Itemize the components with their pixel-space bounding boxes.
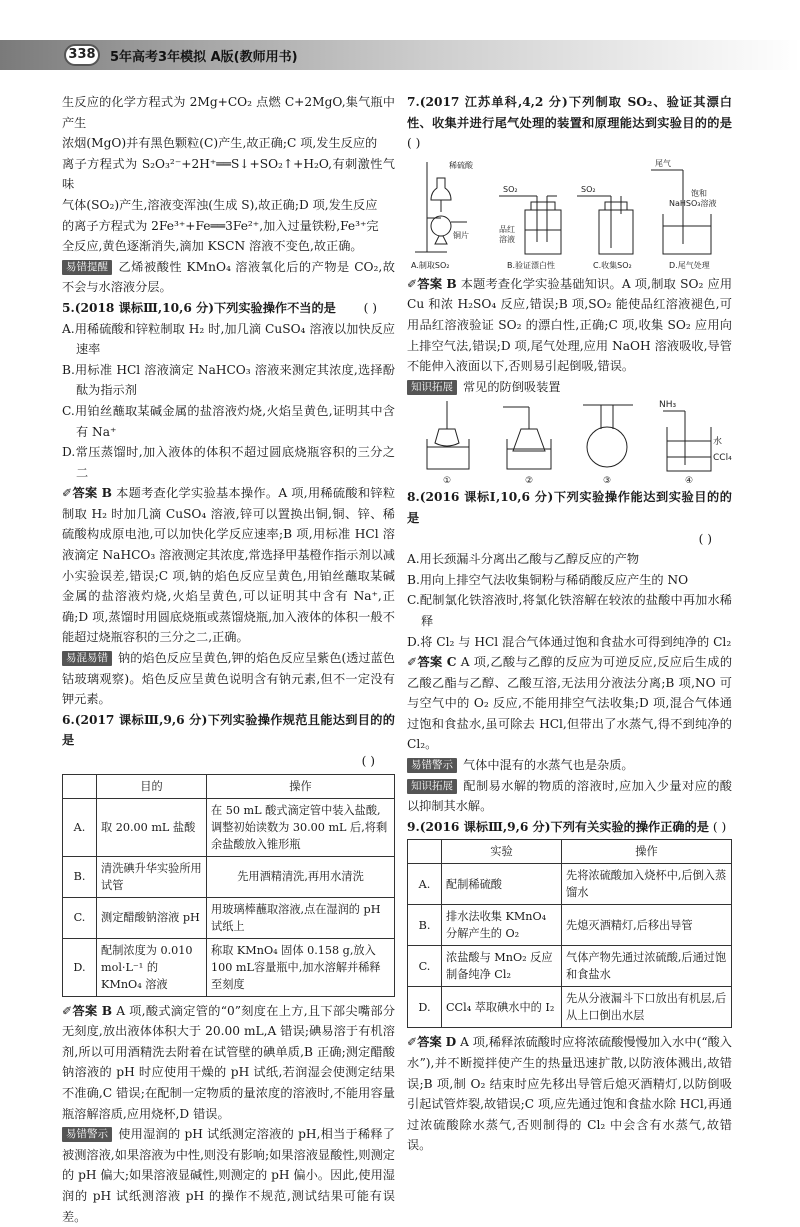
answer-text: 本题考查化学实验基础知识。A 项,制取 SO₂ 应用 Cu 和浓 H₂SO₄ 反应,错误;B 项,SO₂ 能使品红溶液褪色,可用品红溶液验证 SO₂ 的漂白性,正确;C 项,收集 SO₂ 应用向上排空气法,错误;D 项,尾气处理,应用 NaOH 溶液吸收,导管不能伸入液面以下,否则易引起倒吸,错误。: [407, 276, 733, 374]
option: B.用标准 HCl 溶液滴定 NaHCO₃ 溶液来测定其浓度,选择酚酞为指示剂: [62, 362, 395, 398]
q6-table: [62, 774, 395, 997]
q8-stem: 8.(2016 课标Ⅰ,10,6 分)下列实验操作能达到实验目的的是: [407, 490, 732, 525]
table-cell: C.: [408, 946, 442, 987]
table-cell: 气体产物先通过浓硫酸,后通过饱和食盐水: [562, 946, 732, 987]
answer-key: B: [101, 486, 112, 501]
table-cell: 取 20.00 mL 盐酸: [97, 798, 207, 856]
table-cell: A.: [63, 798, 97, 856]
table-header: 操作: [207, 774, 395, 798]
figure-label: 稀硫酸: [449, 160, 473, 170]
answer-key: C: [446, 655, 457, 670]
answer-label: 答案: [417, 1035, 442, 1050]
intro-line: 的离子方程式为 2Fe³⁺+Fe══3Fe²⁺,加入过量铁粉,Fe³⁺完: [62, 218, 379, 233]
q7-apparatus-figure: [407, 156, 732, 272]
table-cell: D.: [408, 987, 442, 1028]
table-cell: A.: [408, 864, 442, 905]
table-cell: C.: [63, 897, 97, 938]
option: D.常压蒸馏时,加入液体的体积不超过圆底烧瓶容积的三分之二: [62, 445, 395, 480]
tip-text: 气体中混有的水蒸气也是杂质。: [463, 758, 634, 773]
table-cell: 先从分液漏斗下口放出有机层,后从上口倒出水层: [562, 987, 732, 1028]
left-column: [62, 92, 395, 1227]
table-row: [408, 987, 732, 1028]
table-row: [63, 938, 395, 996]
table-row: [63, 897, 395, 938]
table-cell: 配制稀硫酸: [442, 864, 562, 905]
table-row: [408, 905, 732, 946]
option: C.配制氯化铁溶液时,将氯化铁溶解在较浓的盐酸中再加水稀释: [407, 593, 732, 628]
book-title: 5年高考3年模拟 A版(教师用书): [110, 50, 298, 65]
tip-text: 钠的焰色反应呈黄色,钾的焰色反应呈紫色(透过蓝色钴玻璃观察)。焰色反应呈黄色说明含有钠元素,但不一定没有钾元素。: [62, 651, 395, 707]
intro-line: 气体(SO₂)产生,溶液变浑浊(生成 S),故正确;D 项,发生反应: [62, 197, 378, 212]
option: A.用长颈漏斗分离出乙酸与乙醇反应的产物: [407, 552, 640, 567]
table-header: 实验: [442, 840, 562, 864]
figure-label: 水: [713, 437, 723, 448]
tip-tag: 知识拓展: [407, 380, 457, 395]
answer-icon: ✐: [407, 1035, 418, 1050]
table-row: [63, 856, 395, 897]
answer-text: A 项,乙酸与乙醇的反应为可逆反应,反应后生成的乙酸乙酯与乙醇、乙酸互溶,无法用分液法分离;B 项,NO 可与空气中的 O₂ 反应,不能用排空气法收集;D 项,混合气体通过饱和食盐水,虽可除去 HCl,但带出了水蒸气,得不到纯净的 Cl₂。: [407, 655, 733, 752]
q7-stem: 7.(2017 江苏单科,4,2 分)下列制取 SO₂、验证其漂白性、收集并进行尾气处理的装置和原理能达到实验目的的是: [407, 95, 732, 130]
figure-label: NaHSO₃溶液: [669, 198, 717, 208]
answer-icon: ✐: [62, 1003, 73, 1018]
figure-caption: ①: [443, 476, 452, 487]
figure-caption: ④: [685, 476, 694, 487]
q9-table: [407, 839, 732, 1028]
table-cell: B.: [63, 856, 97, 897]
figure-label: 铜片: [453, 230, 469, 240]
q6-stem: 6.(2017 课标Ⅲ,9,6 分)下列实验操作规范且能达到目的的是: [62, 712, 395, 748]
figure-caption: ③: [603, 476, 612, 487]
table-row: [408, 864, 732, 905]
table-cell: 称取 KMnO₄ 固体 0.158 g,放入 100 mL容量瓶中,加水溶解并稀释至刻度: [207, 938, 395, 996]
tip-tag: 易错提醒: [62, 260, 112, 275]
table-row: [408, 946, 732, 987]
answer-paren: ( ): [712, 819, 727, 834]
question-stem: [407, 487, 732, 528]
suckback-apparatus-4: [663, 411, 711, 471]
table-header: [63, 774, 97, 798]
figure-label: 溶液: [499, 234, 515, 244]
suckback-apparatus-2: [503, 407, 551, 469]
table-header: 操作: [562, 840, 732, 864]
table-cell: 浓盐酸与 MnO₂ 反应制备纯净 Cl₂: [442, 946, 562, 987]
tip-tag: 知识拓展: [407, 779, 457, 794]
q9-stem: 9.(2016 课标Ⅲ,9,6 分)下列有关实验的操作正确的是: [407, 819, 709, 834]
q5-stem: 5.(2018 课标Ⅲ,10,6 分)下列实验操作不当的是: [62, 300, 336, 315]
answer-text: A 项,稀释浓硫酸时应将浓硫酸慢慢加入水中(“酸入水”),并不断搅拌使产生的热量迅速扩散,以防液体溅出,故错误;B 项,制 O₂ 结束时应先移出导管后熄灭酒精灯,以防倒吸引起试管炸裂,故错误;C 项,应先通过饱和食盐水除 HCl,再通过浓硫酸除水蒸气,否则制得的 Cl₂ 中会含有水蒸气,故错误。: [407, 1035, 732, 1153]
table-cell: B.: [408, 905, 442, 946]
table-header-row: [408, 840, 732, 864]
answer-paragraph: [407, 1032, 732, 1156]
table-header: [408, 840, 442, 864]
answer-paren: ( ): [361, 754, 375, 768]
answer-icon: ✐: [407, 655, 418, 670]
option: A.用稀硫酸和锌粒制取 H₂ 时,加几滴 CuSO₄ 溶液以加快反应速率: [62, 321, 395, 357]
answer-label: 答案: [417, 276, 443, 291]
tip-paragraph: [62, 257, 395, 298]
question-stem: [407, 817, 732, 838]
option: D.将 Cl₂ 与 HCl 混合气体通过饱和食盐水可得到纯净的 Cl₂: [407, 634, 732, 649]
answer-key: B: [446, 276, 457, 291]
figure-label: 饱和: [691, 188, 707, 198]
answer-key: B: [101, 1003, 112, 1018]
table-cell: 先熄灭酒精灯,后移出导管: [562, 905, 732, 946]
figure-label: 品红: [499, 224, 515, 234]
answer-paragraph: [62, 483, 395, 648]
answer-key: D: [445, 1035, 457, 1050]
table-row: [63, 798, 395, 856]
figure-label: CCl₄: [713, 453, 732, 464]
table-cell: 用玻璃棒蘸取溶液,点在湿润的 pH 试纸上: [207, 897, 395, 938]
figure-label: SO₂: [503, 184, 518, 194]
figure-caption: ②: [525, 476, 534, 487]
tip-paragraph: [407, 776, 732, 817]
table-cell: 先用酒精清洗,再用水清洗: [207, 856, 395, 897]
figure-caption: A.制取SO₂: [411, 260, 450, 270]
tip-paragraph: [62, 648, 395, 710]
tip-paragraph: [62, 1124, 395, 1227]
intro-line: 离子方程式为 S₂O₃²⁻+2H⁺══S↓+SO₂↑+H₂O,有刺激性气味: [62, 156, 395, 192]
intro-line: 生反应的化学方程式为 2Mg+CO₂ 点燃 C+2MgO,集气瓶中产生: [62, 95, 395, 130]
answer-text: A 项,酸式滴定管的“0”刻度在上方,且下部尖嘴部分无刻度,放出液体体积大于 20.00 mL,A 错误;碘易溶于有机溶剂,所以可用酒精洗去附着在试管壁的碘单质,B 正确;测定醋酸钠溶液的 pH 时应使用干燥的 pH 试纸,若润湿会使测定结果不准确,C 错误;在配制一定物质的量浓度的溶液时,不能用容量瓶溶解溶质,应用烧杯,D 错误。: [62, 1003, 396, 1121]
tip-tag: 易错警示: [62, 1127, 112, 1142]
table-header: 目的: [97, 774, 207, 798]
answer-label: 答案: [72, 486, 98, 501]
page-header: [0, 0, 800, 92]
answer-paren: ( ): [363, 300, 377, 315]
answer-paren: ( ): [407, 136, 421, 151]
apparatus-d: [651, 170, 711, 254]
answer-paragraph: [62, 1001, 395, 1125]
table-cell: 排水法收集 KMnO₄ 分解产生的 O₂: [442, 905, 562, 946]
table-cell: CCl₄ 萃取碘水中的 I₂: [442, 987, 562, 1028]
answer-paren: ( ): [698, 531, 712, 546]
suckback-apparatus-3: [583, 405, 633, 467]
table-cell: D.: [63, 938, 97, 996]
table-cell: 清洗碘升华实验所用试管: [97, 856, 207, 897]
question-stem: [62, 298, 395, 319]
intro-line: 浓烟(MgO)并有黑色颗粒(C)产生,故正确;C 项,发生反应的: [62, 136, 378, 151]
apparatus-c: [577, 196, 633, 254]
figure-caption: C.收集SO₂: [593, 260, 632, 270]
table-cell: 在 50 mL 酸式滴定管中装入盐酸,调整初始读数为 30.00 mL 后,将剩余盐酸放入锥形瓶: [207, 798, 395, 856]
tip-text: 常见的防倒吸装置: [463, 379, 561, 394]
answer-icon: ✐: [62, 486, 73, 501]
answer-paragraph: [407, 652, 732, 755]
answer-label: 答案: [72, 1003, 98, 1018]
tip-text: 配制易水解的物质的溶液时,应加入少量对应的酸以抑制其水解。: [407, 778, 732, 814]
figure-label: SO₂: [581, 184, 596, 194]
tip-text: 乙烯被酸性 KMnO₄ 溶液氧化后的产物是 CO₂,故不会与水溶液分层。: [62, 259, 395, 295]
page-number: 338: [64, 44, 100, 66]
option: C.用铂丝蘸取某碱金属的盐溶液灼烧,火焰呈黄色,证明其中含有 Na⁺: [62, 403, 395, 439]
table-cell: 配制浓度为 0.010 mol·L⁻¹ 的 KMnO₄ 溶液: [97, 938, 207, 996]
anti-suckback-figure: [407, 399, 732, 485]
tip-paragraph: [407, 377, 732, 398]
table-cell: 先将浓硫酸加入烧杯中,后倒入蒸馏水: [562, 864, 732, 905]
figure-caption: B.验证漂白性: [507, 260, 556, 270]
right-column: [407, 92, 732, 1156]
figure-caption: D.尾气处理: [669, 260, 710, 270]
tip-paragraph: [407, 755, 732, 776]
tip-text: 使用湿润的 pH 试纸测定溶液的 pH,相当于稀释了被测溶液,如果溶液为中性,则没有影响;如果溶液显酸性,则测定的 pH 偏大;如果溶液显碱性,则测定的 pH 偏小。因此,使用湿润的 pH 试纸测溶液 pH 的操作不规范,测试结果可能有误差。: [62, 1127, 395, 1224]
suckback-apparatus-1: [427, 401, 469, 469]
intro-line: 全反应,黄色逐渐消失,滴加 KSCN 溶液不变色,故正确。: [62, 239, 363, 254]
option: B.用向上排空气法收集铜粉与稀硝酸反应产生的 NO: [407, 572, 689, 587]
answer-label: 答案: [417, 655, 443, 670]
table-cell: 测定醋酸钠溶液 pH: [97, 897, 207, 938]
table-header-row: [63, 774, 395, 798]
figure-label: 尾气: [655, 158, 671, 168]
answer-paragraph: [407, 274, 732, 377]
answer-icon: ✐: [407, 276, 418, 291]
answer-text: 本题考查化学实验基本操作。A 项,用稀硫酸和锌粒制取 H₂ 时加几滴 CuSO₄ 溶液,锌可以置换出铜,铜、锌、稀硫酸构成原电池,可以加快化学反应速率;B 项,用标准 HCl 溶液滴定 NaHCO₃ 溶液测定其浓度,常选择甲基橙作指示剂以减小实验误差,错误;C 项,钠的焰色反应呈黄色,用铂丝蘸取某碱金属的盐溶液灼烧,火焰呈黄色,可以证明其中含有 Na⁺,正确;D 项,蒸馏时用圆底烧瓶或蒸馏烧瓶,加入液体的体积一般不能超过烧瓶容积的三分之二,正确。: [62, 486, 396, 645]
tip-tag: 易错警示: [407, 758, 457, 773]
question-stem: [407, 92, 732, 154]
tip-tag: 易混易错: [62, 651, 112, 666]
figure-label: NH₃: [659, 400, 677, 411]
